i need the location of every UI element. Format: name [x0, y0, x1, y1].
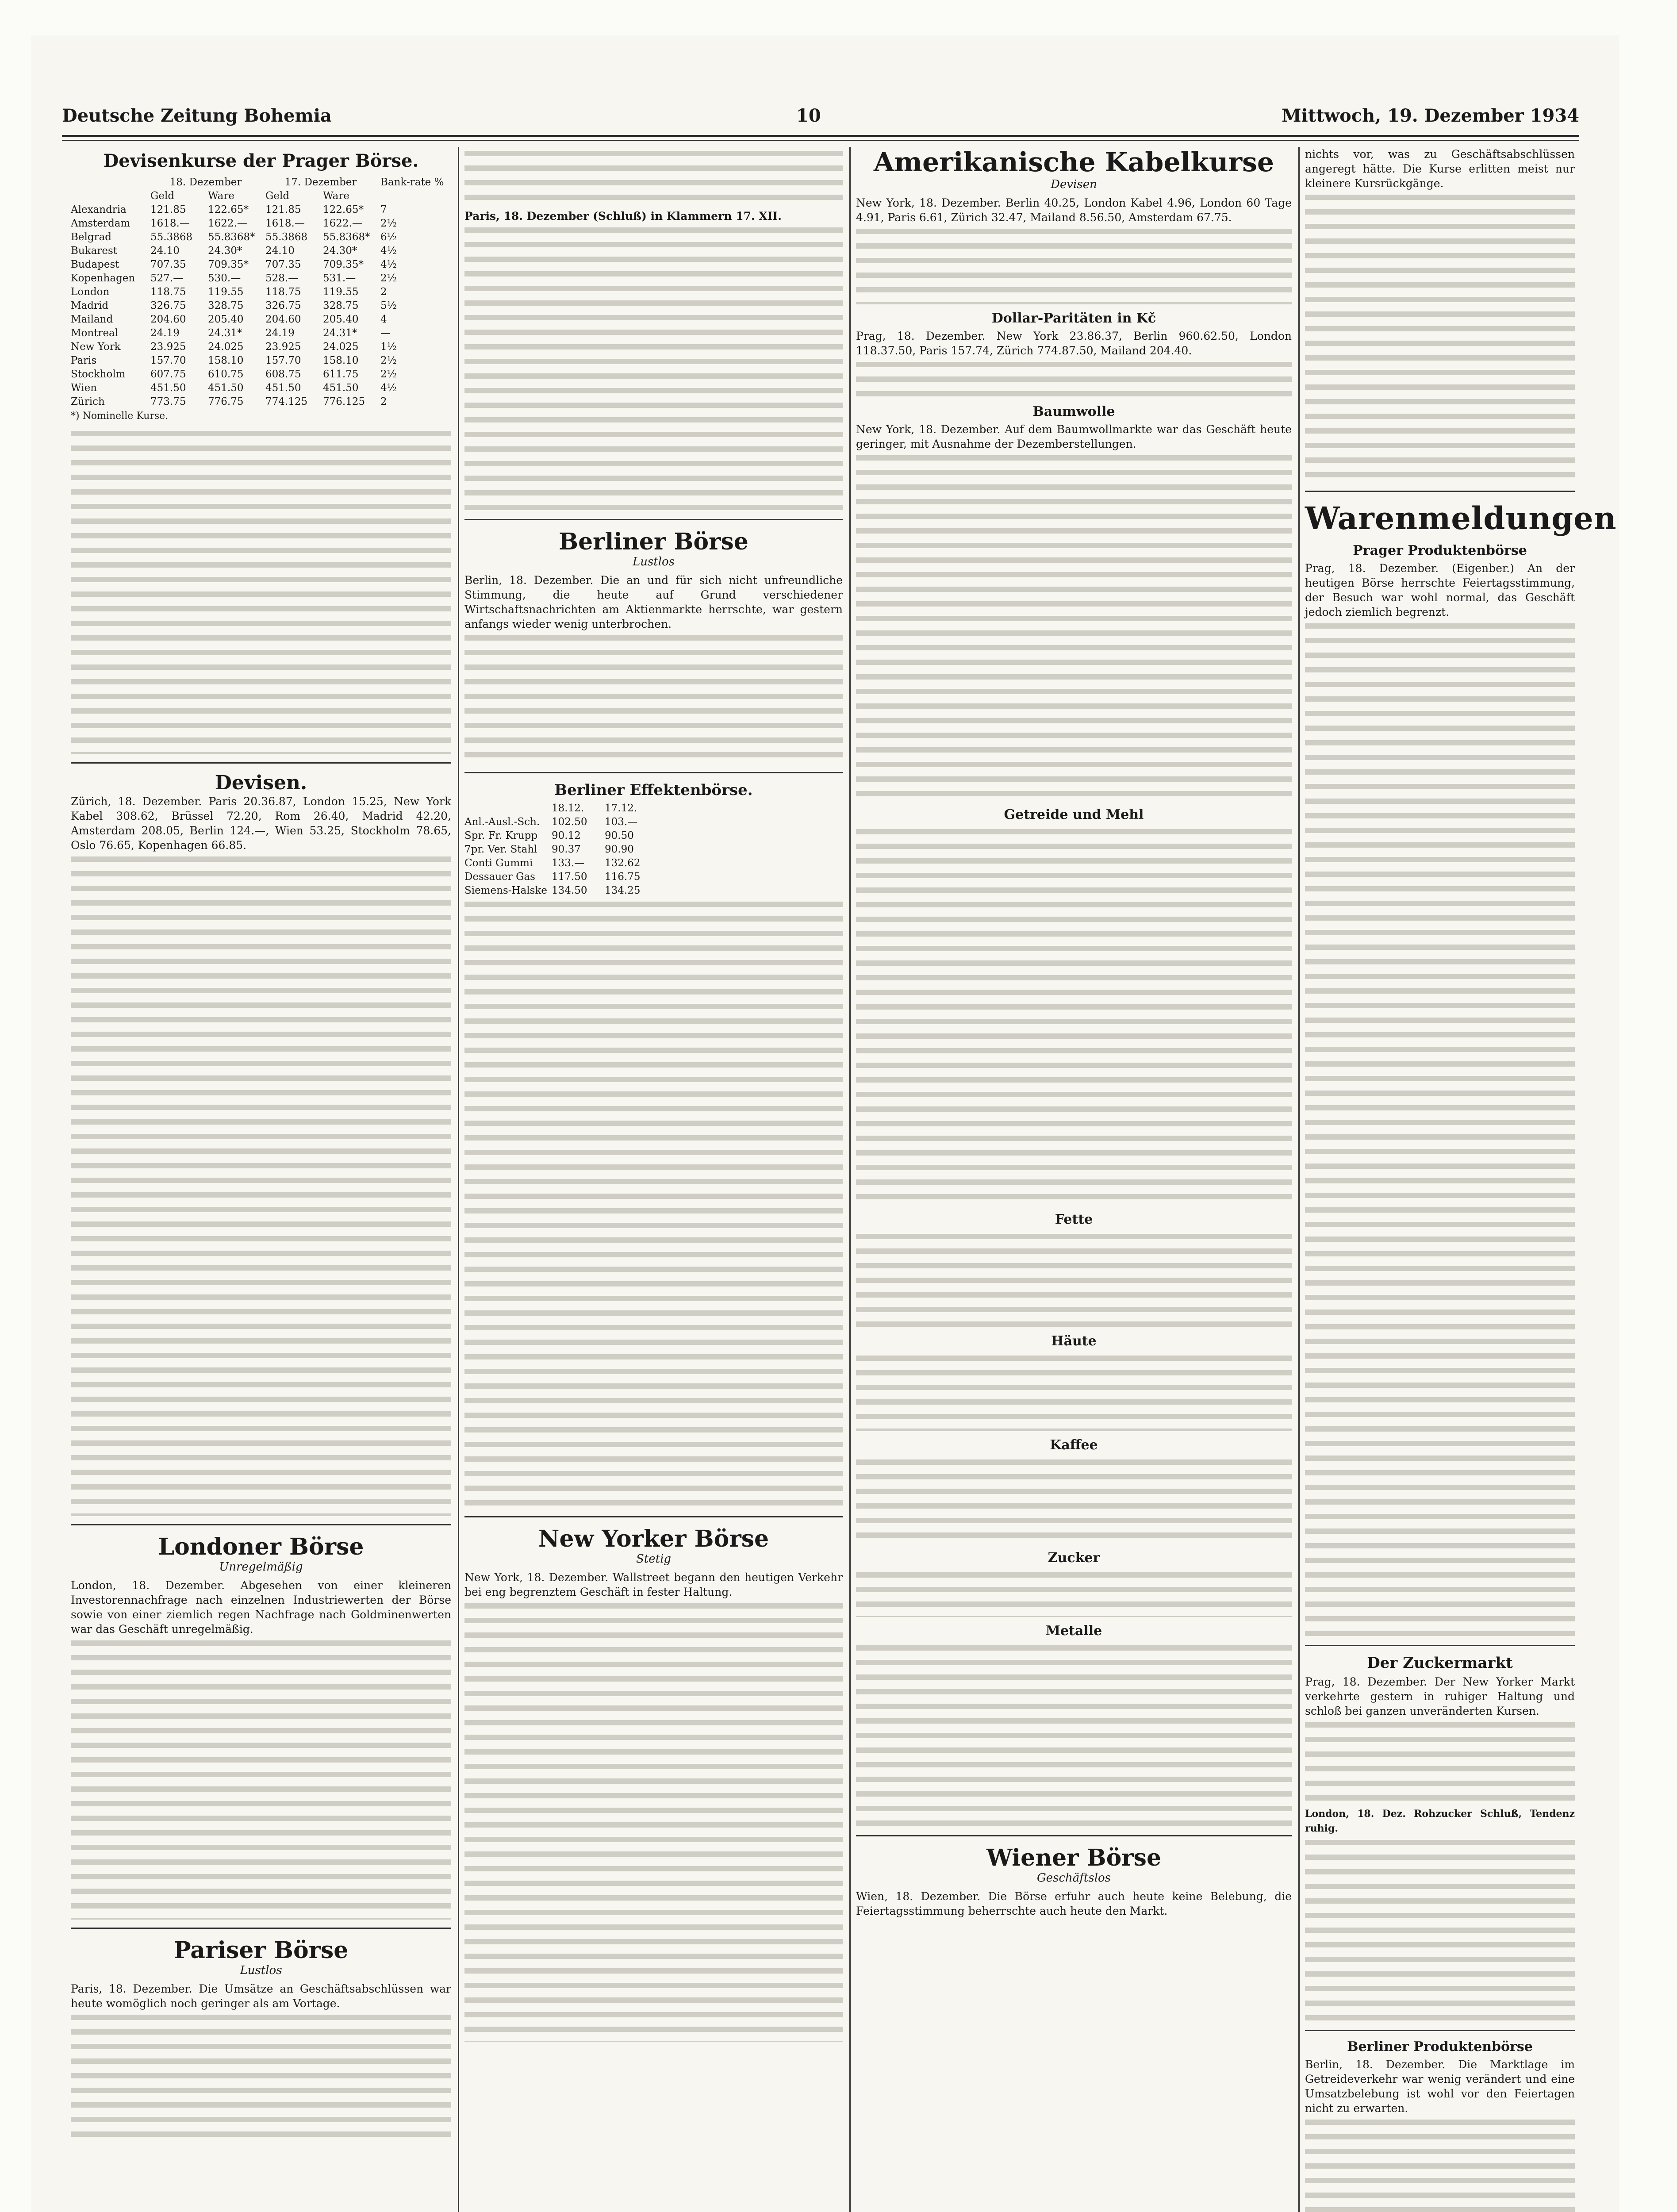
table-cell: 7pr. Ver. Stahl: [464, 844, 537, 855]
section-title-berliner-produktenboerse: Berliner Produktenbörse: [1347, 2039, 1533, 2055]
text-block: [464, 898, 843, 1508]
column-3: [856, 147, 1292, 2212]
text-block: [464, 1599, 843, 2042]
table-cell: 118.75: [150, 286, 186, 298]
table-cell: 157.70: [150, 355, 186, 366]
section-title-berliner-boerse: Berliner Börse: [559, 528, 748, 555]
table-cell: Budapest: [71, 259, 119, 270]
table-cell: 90.90: [605, 844, 634, 855]
table-cell: 119.55: [323, 286, 359, 298]
table-cell: 121.85: [265, 204, 301, 215]
column-2: [464, 147, 843, 2212]
column-1: [71, 147, 451, 2212]
table-cell: 103.—: [605, 816, 638, 828]
table-cell: Bukarest: [71, 245, 118, 257]
table-cell: —: [380, 327, 391, 339]
footnote: *) Nominelle Kurse.: [71, 411, 169, 422]
table-cell: Amsterdam: [71, 218, 130, 229]
table-head: Ware: [323, 190, 349, 202]
text-block: [464, 631, 843, 764]
table-cell: 707.35: [265, 259, 301, 270]
table-cell: 24.31*: [208, 327, 242, 339]
table-cell: 205.40: [208, 314, 244, 325]
section-title-prager-produktenboerse: Prager Produktenbörse: [1353, 543, 1527, 558]
table-cell: 4½: [380, 259, 397, 270]
section-title-devisen: Devisen.: [215, 772, 307, 794]
section-subtitle: Stetig: [636, 1552, 672, 1566]
text-block: [1305, 619, 1575, 1637]
table-cell: 451.50: [265, 382, 301, 394]
devisenkurse-table: [71, 176, 451, 409]
table-caption: London, 18. Dez. Rohzucker Schluß, Tendenz ruhig.: [1305, 1808, 1575, 1834]
table-cell: 204.60: [150, 314, 186, 325]
text-block: [856, 451, 1292, 801]
table-cell: 2½: [380, 369, 397, 380]
section-title-dollar-paritaeten: Dollar-Paritäten in Kč: [991, 311, 1156, 326]
table-cell: 608.75: [265, 369, 301, 380]
text-block: [464, 223, 843, 511]
effekten-table: [464, 802, 641, 898]
table-cell: 1622.—: [208, 218, 247, 229]
column-divider: [1298, 147, 1300, 2212]
article-text: nichts vor, was zu Geschäftsabschlüssen angeregt hätte. Die Kurse erlitten meist nur kleinere Kursrückgänge.: [1305, 148, 1575, 190]
table-cell: 90.37: [552, 844, 581, 855]
table-cell: 134.50: [552, 885, 587, 896]
text-block: [71, 427, 451, 754]
table-cell: 204.60: [265, 314, 301, 325]
table-cell: 709.35*: [208, 259, 249, 270]
masthead-title: Deutsche Zeitung Bohemia: [62, 105, 332, 126]
table-head: 17. Dezember: [284, 177, 357, 188]
page-number: 10: [796, 105, 821, 126]
table-head: 18. Dezember: [169, 177, 242, 188]
section-title-londoner-boerse: Londoner Börse: [158, 1533, 364, 1560]
table-cell: 55.3868: [265, 231, 308, 243]
article-text: Berlin, 18. Dezember. Die Marktlage im Getreideverkehr war wenig verändert und eine Umsatzbelebung ist wohl vor den Feiertagen nicht zu erwarten.: [1305, 2058, 1575, 2115]
masthead-rule-thin: [62, 140, 1579, 141]
table-cell: 24.19: [150, 327, 180, 339]
section-title-zuckermarkt: Der Zuckermarkt: [1367, 1654, 1513, 1672]
text-block: [1305, 2116, 1575, 2212]
table-cell: 4: [380, 314, 387, 325]
article-text: Zürich, 18. Dezember. Paris 20.36.87, London 15.25, New York Kabel 308.62, Brüssel 72.20, Rom 26.40, Madrid 42.20, Amsterdam 208.05, Berlin 124.—, Wien 53.25, Stockholm 78.65, Oslo 76.65, Kopenhagen 66.85.: [71, 795, 451, 852]
section-title-devisenkurse: Devisenkurse der Prager Börse.: [103, 150, 419, 171]
column-divider: [849, 147, 851, 2212]
table-cell: 2½: [380, 273, 397, 284]
table-cell: 24.025: [208, 341, 244, 353]
section-title-kaffee: Kaffee: [1050, 1437, 1098, 1453]
table-cell: 527.—: [150, 273, 184, 284]
table-cell: 611.75: [323, 369, 359, 380]
table-cell: 24.30*: [323, 245, 357, 257]
table-cell: Wien: [71, 382, 97, 394]
text-block: [856, 1352, 1292, 1431]
text-block: [856, 1230, 1292, 1327]
table-cell: 1618.—: [150, 218, 190, 229]
table-cell: 55.3868: [150, 231, 193, 243]
article-text: Prag, 18. Dezember. New York 23.86.37, Berlin 960.62.50, London 118.37.50, Paris 157.74, Zürich 774.87.50, Mailand 204.40.: [856, 330, 1292, 357]
table-cell: 1½: [380, 341, 397, 353]
table-head: 18.12.: [552, 803, 584, 814]
table-cell: Dessauer Gas: [464, 871, 535, 883]
article-text: London, 18. Dezember. Abgesehen von einer kleineren Investorennachfrage nach einzelnen Industriewerten der Börse sowie von einer ziemlich regen Nachfrage nach Goldminenwerten war das Geschäft unregelmäßig.: [71, 1579, 451, 1636]
table-cell: 157.70: [265, 355, 301, 366]
table-head: Geld: [150, 190, 175, 202]
table-cell: 2½: [380, 218, 397, 229]
masthead-rule: [62, 135, 1579, 137]
section-title-getreide: Getreide und Mehl: [1004, 807, 1144, 822]
table-cell: 2: [380, 396, 387, 407]
table-cell: 2½: [380, 355, 397, 366]
section-title-baumwolle: Baumwolle: [1032, 404, 1115, 419]
table-cell: 24.025: [323, 341, 359, 353]
table-head: Bank-rate %: [380, 177, 444, 188]
table-head: Ware: [208, 190, 234, 202]
table-cell: 24.19: [265, 327, 295, 339]
table-cell: 121.85: [150, 204, 186, 215]
table-cell: Conti Gummi: [464, 857, 533, 869]
table-head: 17.12.: [605, 803, 637, 814]
table-cell: Spr. Fr. Krupp: [464, 830, 538, 841]
table-cell: 4½: [380, 245, 397, 257]
table-cell: 774.125: [265, 396, 308, 407]
table-cell: 158.10: [323, 355, 359, 366]
text-block: [856, 1568, 1292, 1617]
table-cell: 776.125: [323, 396, 365, 407]
table-cell: 2: [380, 286, 387, 298]
table-cell: 24.30*: [208, 245, 242, 257]
section-title-wiener-boerse: Wiener Börse: [986, 1844, 1162, 1871]
column-divider: [458, 147, 459, 2212]
table-cell: 1622.—: [323, 218, 362, 229]
table-cell: 24.10: [150, 245, 180, 257]
table-cell: 90.50: [605, 830, 634, 841]
table-cell: 55.8368*: [323, 231, 370, 243]
table-cell: 205.40: [323, 314, 359, 325]
table-cell: 102.50: [552, 816, 587, 828]
text-block: [71, 2011, 451, 2143]
table-cell: 134.25: [605, 885, 641, 896]
table-cell: Alexandria: [71, 204, 127, 215]
table-cell: 326.75: [150, 300, 186, 311]
text-block: [856, 358, 1292, 398]
article-text: Paris, 18. Dezember (Schluß) in Klammern 17. XII.: [464, 210, 782, 223]
article-text: Paris, 18. Dezember. Die Umsätze an Geschäftsabschlüssen war heute womöglich noch geringer als am Vortage.: [71, 1982, 451, 2010]
section-title-metalle: Metalle: [1045, 1623, 1102, 1639]
table-cell: Mailand: [71, 314, 113, 325]
section-title-fette: Fette: [1055, 1212, 1093, 1227]
table-cell: 709.35*: [323, 259, 364, 270]
table-cell: 23.925: [265, 341, 301, 353]
text-block: [856, 225, 1292, 304]
section-title-haeute: Häute: [1051, 1333, 1097, 1349]
table-cell: 24.31*: [323, 327, 357, 339]
masthead-date: Mittwoch, 19. Dezember 1934: [1282, 105, 1579, 126]
section-title-warenmeldungen: Warenmeldungen: [1305, 500, 1617, 537]
masthead: [62, 105, 1579, 132]
text-block: [1305, 1836, 1575, 2022]
table-cell: 328.75: [323, 300, 359, 311]
section-subtitle: Unregelmäßig: [219, 1560, 303, 1574]
table-cell: 118.75: [265, 286, 301, 298]
section-subtitle: Geschäftslos: [1036, 1871, 1111, 1885]
text-block: [856, 825, 1292, 1206]
table-cell: 707.35: [150, 259, 186, 270]
section-title-effektenboerse: Berliner Effektenbörse.: [554, 781, 753, 799]
article-text: Wien, 18. Dezember. Die Börse erfuhr auch heute keine Belebung, die Feiertagsstimmung beherrschte auch heute den Markt.: [856, 1890, 1292, 1917]
table-cell: 7: [380, 204, 387, 215]
table-cell: Paris: [71, 355, 97, 366]
table-cell: 607.75: [150, 369, 186, 380]
article-text: Prag, 18. Dezember. Der New Yorker Markt verkehrte gestern in ruhiger Haltung und schloß bei ganzen unveränderten Kursen.: [1305, 1675, 1575, 1717]
table-head: Geld: [265, 190, 290, 202]
table-cell: 122.65*: [323, 204, 364, 215]
table-cell: Zürich: [71, 396, 105, 407]
article-text: New York, 18. Dezember. Wallstreet begann den heutigen Verkehr bei eng begrenztem Geschäft in fester Haltung.: [464, 1571, 843, 1598]
text-block: [1305, 191, 1575, 483]
section-title-zucker: Zucker: [1048, 1550, 1100, 1566]
table-cell: 530.—: [208, 273, 241, 284]
table-cell: Montreal: [71, 327, 119, 339]
section-subtitle: Lustlos: [632, 555, 675, 568]
text-block: [71, 1636, 451, 1920]
table-cell: 528.—: [265, 273, 299, 284]
table-cell: 133.—: [552, 857, 585, 869]
table-cell: 451.50: [208, 382, 244, 394]
table-cell: 117.50: [552, 871, 587, 883]
table-cell: 776.75: [208, 396, 244, 407]
table-cell: 24.10: [265, 245, 295, 257]
section-title-pariser-boerse: Pariser Börse: [173, 1937, 349, 1964]
text-block: [71, 853, 451, 1516]
table-cell: London: [71, 286, 110, 298]
article-text: Berlin, 18. Dezember. Die an und für sich nicht unfreundliche Stimmung, die heute auf Grund verschiedener Wirtschaftsnachrichten am Aktienmarkte herrschte, war gestern anfangs wieder wenig unterbrochen.: [464, 574, 843, 630]
table-cell: 328.75: [208, 300, 244, 311]
table-cell: 158.10: [208, 355, 244, 366]
article-text: Prag, 18. Dezember. (Eigenber.) An der heutigen Börse herrschte Feiertagsstimmung, der Besuch war wohl normal, das Geschäft jedoch ziemlich begrenzt.: [1305, 562, 1575, 618]
text-block: [464, 147, 843, 209]
table-cell: 610.75: [208, 369, 244, 380]
column-4: [1305, 147, 1617, 2212]
section-title-new-yorker-boerse: New Yorker Börse: [538, 1525, 769, 1552]
table-cell: 122.65*: [208, 204, 249, 215]
text-block: [856, 1641, 1292, 1827]
section-title-kabelkurse: Amerikanische Kabelkurse: [873, 147, 1274, 178]
table-cell: 451.50: [150, 382, 186, 394]
section-subtitle: Devisen: [1051, 178, 1097, 191]
table-cell: New York: [71, 341, 121, 353]
table-cell: 326.75: [265, 300, 301, 311]
table-cell: Anl.-Ausl.-Sch.: [464, 816, 540, 828]
table-cell: 23.925: [150, 341, 186, 353]
text-block: [856, 1455, 1292, 1544]
table-cell: 6½: [380, 231, 397, 243]
table-cell: 119.55: [208, 286, 244, 298]
table-cell: Madrid: [71, 300, 109, 311]
table-cell: Siemens-Halske: [464, 885, 548, 896]
table-cell: 1618.—: [265, 218, 305, 229]
table-cell: 451.50: [323, 382, 359, 394]
table-cell: Kopenhagen: [71, 273, 135, 284]
section-subtitle: Lustlos: [240, 1964, 282, 1977]
table-cell: Stockholm: [71, 369, 126, 380]
table-cell: 132.62: [605, 857, 641, 869]
table-cell: 531.—: [323, 273, 356, 284]
text-block: [1305, 1718, 1575, 1807]
table-cell: 773.75: [150, 396, 186, 407]
table-cell: 55.8368*: [208, 231, 255, 243]
article-text: New York, 18. Dezember. Berlin 40.25, London Kabel 4.96, London 60 Tage 4.91, Paris 6.61, Zürich 32.47, Mailand 8.56.50, Amsterdam 67.75.: [856, 196, 1292, 224]
article-text: New York, 18. Dezember. Auf dem Baumwollmarkte war das Geschäft heute geringer, mit Ausnahme der Dezemberstellungen.: [856, 423, 1292, 450]
table-cell: 5½: [380, 300, 397, 311]
table-cell: 4½: [380, 382, 397, 394]
table-cell: Belgrad: [71, 231, 112, 243]
table-cell: 90.12: [552, 830, 581, 841]
table-cell: 116.75: [605, 871, 641, 883]
